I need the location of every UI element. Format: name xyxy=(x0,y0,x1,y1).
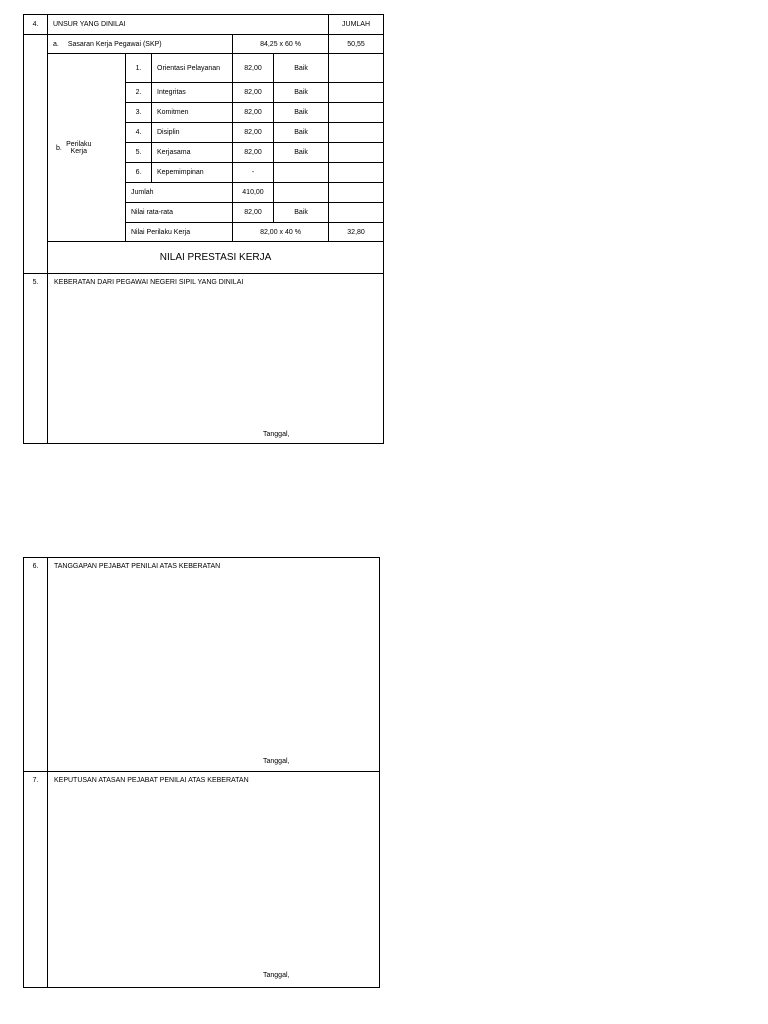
perilaku-label: Perilaku Kerja xyxy=(66,140,92,155)
perilaku-item-score: 82,00 xyxy=(233,143,274,163)
keberatan-response-table xyxy=(23,557,380,988)
keputusan-title: KEPUTUSAN ATASAN PEJABAT PENILAI ATAS KEBERATAN xyxy=(54,777,249,784)
skp-label-cell xyxy=(48,35,233,54)
perilaku-item-grade: Baik xyxy=(274,54,329,83)
perilaku-item-total xyxy=(329,54,384,83)
skp-label: Sasaran Kerja Pegawai (SKP) xyxy=(67,40,162,48)
perilaku-item-grade: Baik xyxy=(274,143,329,163)
perilaku-item-no: 5. xyxy=(126,143,152,163)
perilaku-item-grade: Baik xyxy=(274,83,329,103)
perilaku-letter: b. xyxy=(56,144,62,152)
nilai-perilaku-total: 32,80 xyxy=(329,223,384,242)
perilaku-item-no: 6. xyxy=(126,163,152,183)
skp-calc: 84,25 x 60 % xyxy=(233,35,329,54)
section-5-number: 5. xyxy=(24,274,48,444)
section-4-number: 4. xyxy=(24,15,48,35)
skp-letter: a. xyxy=(53,40,59,48)
unsur-header: UNSUR YANG DINILAI xyxy=(48,15,329,35)
tanggapan-box xyxy=(48,558,380,772)
nilai-perilaku-label: Nilai Perilaku Kerja xyxy=(126,223,233,242)
jumlah-label: Jumlah xyxy=(126,183,233,203)
perilaku-item-name: Orientasi Pelayanan xyxy=(152,54,233,83)
tanggapan-title: TANGGAPAN PEJABAT PENILAI ATAS KEBERATAN xyxy=(54,563,221,570)
rata-value: 82,00 xyxy=(233,203,274,223)
perilaku-item-total xyxy=(329,143,384,163)
perilaku-item-total xyxy=(329,123,384,143)
section-7-number: 7. xyxy=(24,772,48,988)
rata-grade: Baik xyxy=(274,203,329,223)
perilaku-item-total xyxy=(329,163,384,183)
tanggapan-date-label: Tanggal, xyxy=(263,758,290,765)
perilaku-item-name: Kepemimpinan xyxy=(152,163,233,183)
skp-total: 50,55 xyxy=(329,35,384,54)
nilai-perilaku-calc: 82,00 x 40 % xyxy=(233,223,329,242)
keputusan-date-label: Tanggal, xyxy=(263,972,290,979)
section-4-spacer xyxy=(24,35,48,274)
perilaku-item-no: 4. xyxy=(126,123,152,143)
prestasi-label: NILAI PRESTASI KERJA xyxy=(48,242,384,274)
perilaku-item-no: 2. xyxy=(126,83,152,103)
keberatan-date-label: Tanggal, xyxy=(263,431,290,438)
perilaku-item-name: Kerjasama xyxy=(152,143,233,163)
perilaku-item-no: 1. xyxy=(126,54,152,83)
perilaku-item-total xyxy=(329,83,384,103)
keberatan-title: KEBERATAN DARI PEGAWAI NEGERI SIPIL YANG DINILAI xyxy=(54,279,244,286)
jumlah-value: 410,00 xyxy=(233,183,274,203)
jumlah-total xyxy=(329,183,384,203)
perilaku-item-score: 82,00 xyxy=(233,54,274,83)
penilaian-table xyxy=(23,14,384,444)
rata-total xyxy=(329,203,384,223)
rata-label: Nilai rata-rata xyxy=(126,203,233,223)
perilaku-item-name: Integritas xyxy=(152,83,233,103)
perilaku-item-grade: Baik xyxy=(274,103,329,123)
keputusan-box xyxy=(48,772,380,988)
keberatan-box xyxy=(48,274,384,444)
section-6-number: 6. xyxy=(24,558,48,772)
perilaku-item-grade: Baik xyxy=(274,123,329,143)
perilaku-item-grade xyxy=(274,163,329,183)
perilaku-item-score: 82,00 xyxy=(233,123,274,143)
perilaku-item-name: Komitmen xyxy=(152,103,233,123)
perilaku-item-score: 82,00 xyxy=(233,83,274,103)
perilaku-item-score: 82,00 xyxy=(233,103,274,123)
perilaku-item-total xyxy=(329,103,384,123)
jumlah-grade xyxy=(274,183,329,203)
perilaku-label-cell xyxy=(48,54,126,242)
perilaku-item-no: 3. xyxy=(126,103,152,123)
jumlah-header: JUMLAH xyxy=(329,15,384,35)
perilaku-item-score: - xyxy=(233,163,274,183)
perilaku-item-name: Disiplin xyxy=(152,123,233,143)
